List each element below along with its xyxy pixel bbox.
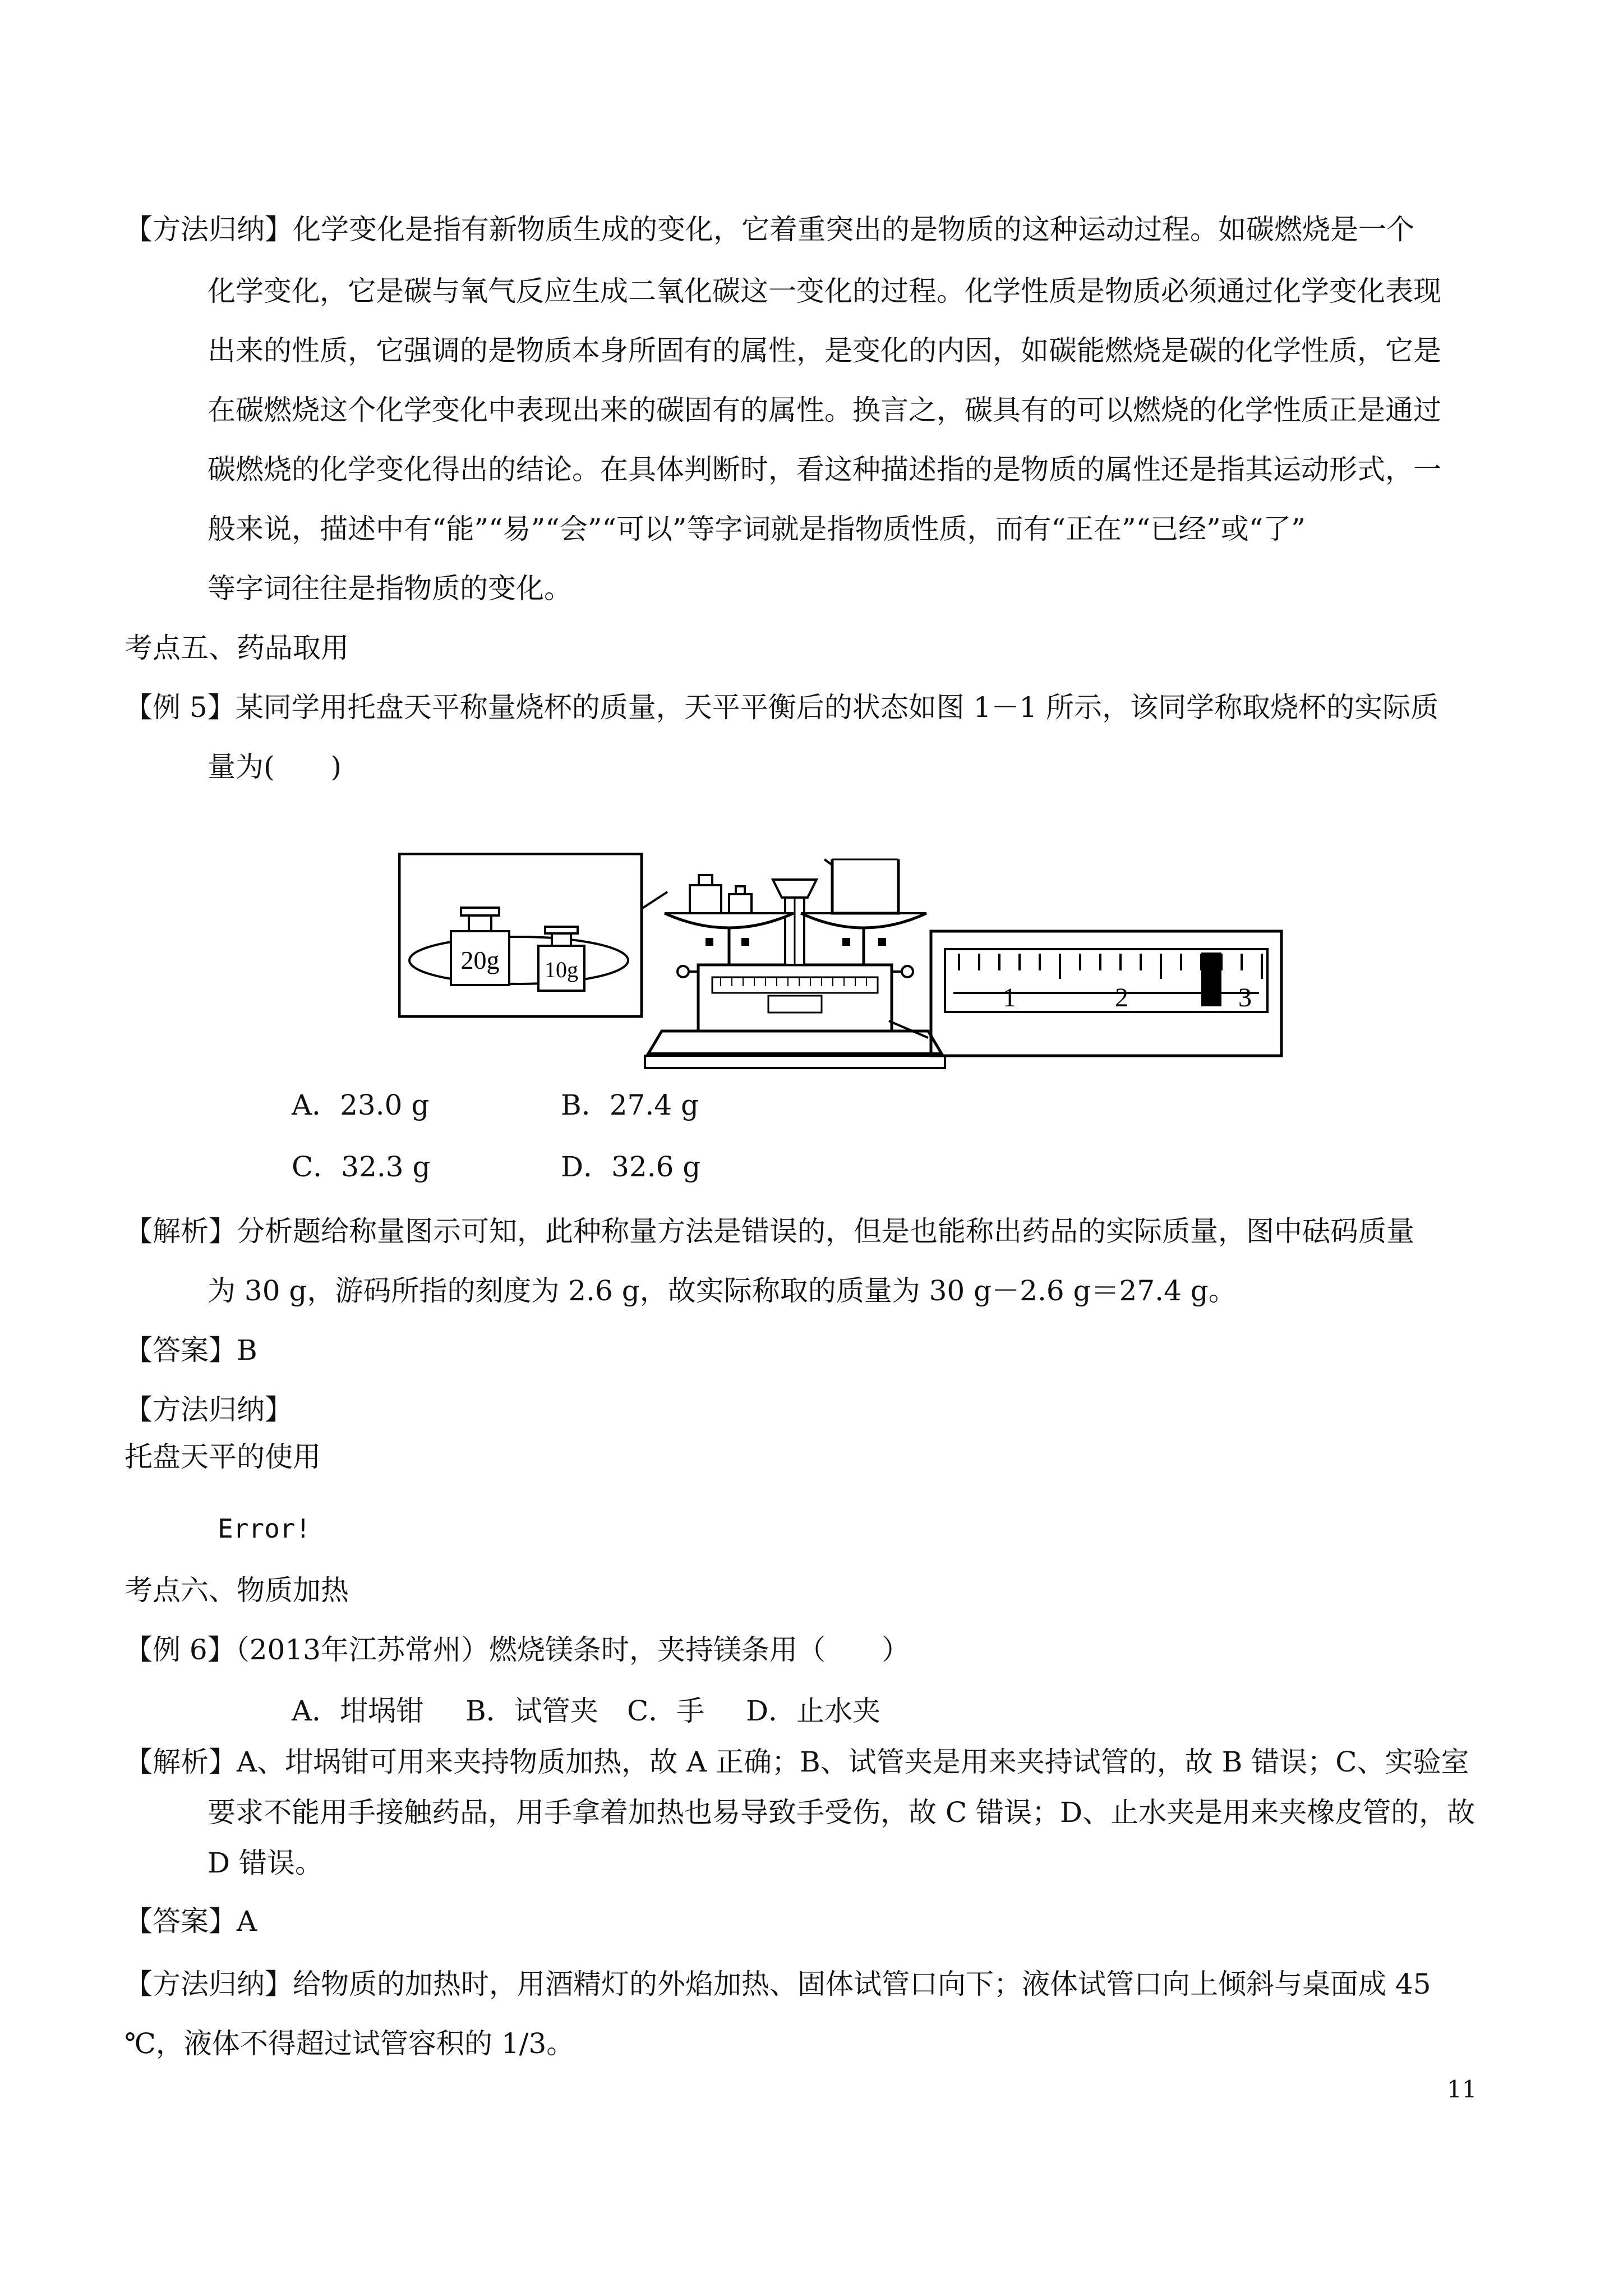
option-c: C．32.3 g	[292, 1151, 431, 1183]
analysis-line: 【解析】A、坩埚钳可用来夹持物质加热，故 A 正确；B、试管夹是用来夹持试管的，故 B 错误；C、实验室	[125, 1746, 1469, 1778]
option-b: B．试管夹	[465, 1695, 598, 1727]
example-question-line: 量为( )	[208, 751, 342, 783]
option-a: A．坩埚钳	[292, 1695, 425, 1727]
weight-20g-label: 20g	[460, 946, 500, 974]
option-d: D．止水夹	[746, 1695, 881, 1727]
analysis-line: 要求不能用手接触药品，用手拿着加热也易导致手受伤，故 C 错误；D、止水夹是用来夹橡皮管的，故	[208, 1796, 1476, 1829]
analysis-line: 为 30 g，游码所指的刻度为 2.6 g，故实际称取的质量为 30 g－2.6 g＝27.4 g。	[208, 1274, 1237, 1307]
method-summary-line: 【方法归纳】给物质的加热时，用酒精灯的外焰加热、固体试管口向下；液体试管口向上倾斜与桌面成 45	[125, 1968, 1431, 2000]
method-summary-line: 【方法归纳】化学变化是指有新物质生成的变化，它着重突出的是物质的这种运动过程。如碳燃烧是一个	[125, 213, 1414, 246]
method-summary-heading: 【方法归纳】	[125, 1393, 293, 1426]
method-summary-line: 般来说，描述中有“能”“易”“会”“可以”等字词就是指物质性质，而有“正在”“已经”或“了”	[208, 513, 1306, 545]
method-summary-line: 碳燃烧的化学变化得出的结论。在具体判断时，看这种描述指的是物质的属性还是指其运动形式，一	[208, 453, 1441, 486]
option-c: C．手	[627, 1695, 705, 1727]
example-question-line: 【例 6】（2013年江苏常州）燃烧镁条时，夹持镁条用（ ）	[125, 1634, 910, 1666]
scale-label-2: 2	[1115, 983, 1128, 1013]
method-summary-line: 化学变化，它是碳与氧气反应生成二氧化碳这一变化的过程。化学性质是物质必须通过化学变化表现	[208, 275, 1441, 307]
option-b: B．27.4 g	[561, 1089, 699, 1121]
answer-line: 【答案】B	[125, 1334, 257, 1366]
method-summary-line: 出来的性质，它强调的是物质本身所固有的属性，是变化的内因，如碳能燃烧是碳的化学性质，它是	[208, 334, 1441, 367]
option-a: A．23.0 g	[292, 1089, 430, 1121]
option-d: D．32.6 g	[561, 1151, 701, 1183]
scale-label-3: 3	[1238, 983, 1252, 1013]
section-heading: 考点五、药品取用	[125, 632, 349, 664]
answer-line: 【答案】A	[125, 1905, 257, 1938]
error-text: Error!	[218, 1513, 311, 1544]
balance-figure	[398, 853, 1284, 1071]
page-number: 11	[1447, 2076, 1477, 2103]
method-summary-line: 在碳燃烧这个化学变化中表现出来的碳固有的属性。换言之，碳具有的可以燃烧的化学性质正是通过	[208, 394, 1441, 426]
analysis-line: 【解析】分析题给称量图示可知，此种称量方法是错误的，但是也能称出药品的实际质量，图中砝码质量	[125, 1215, 1414, 1248]
method-summary-subheading: 托盘天平的使用	[125, 1441, 321, 1473]
scale-label-1: 1	[1003, 983, 1016, 1013]
rider-marker	[1201, 953, 1221, 1006]
section-heading: 考点六、物质加热	[125, 1574, 349, 1607]
example-question-line: 【例 5】某同学用托盘天平称量烧杯的质量，天平平衡后的状态如图 1－1 所示，该同学称取烧杯的实际质	[125, 691, 1439, 724]
weight-10g-label: 10g	[545, 957, 578, 982]
analysis-line: D 错误。	[208, 1847, 323, 1879]
method-summary-line: 等字词往往是指物质的变化。	[208, 572, 572, 605]
method-summary-line: ℃，液体不得超过试管容积的 1/3。	[125, 2027, 575, 2060]
